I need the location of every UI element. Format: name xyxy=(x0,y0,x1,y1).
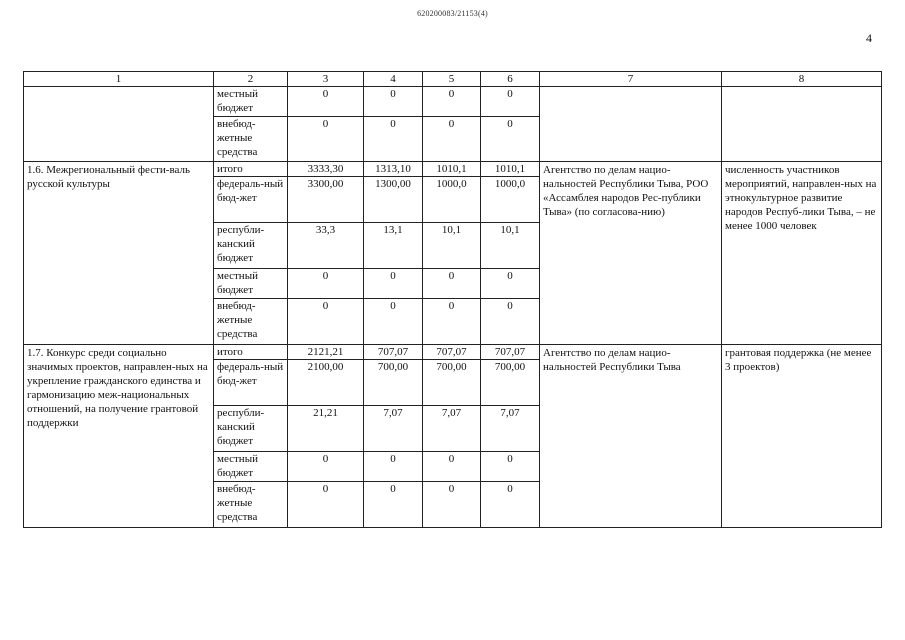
value-cell: 10,1 xyxy=(481,223,540,269)
column-header: 6 xyxy=(481,72,540,87)
value-cell: 7,07 xyxy=(481,406,540,452)
executor-cell: Агентство по делам нацио-нальностей Республики Тыва, РОО «Ассамблея народов Рес-публики Тыва» (по согласова-нию) xyxy=(540,162,722,345)
column-number-row xyxy=(24,72,882,87)
executor-cell xyxy=(540,87,722,162)
column-header: 8 xyxy=(722,72,882,87)
column-header: 1 xyxy=(24,72,214,87)
value-cell: 0 xyxy=(364,117,423,162)
funding-source: местный бюджет xyxy=(214,269,288,299)
value-cell: 1300,00 xyxy=(364,177,423,223)
value-cell: 0 xyxy=(481,482,540,528)
column-header: 2 xyxy=(214,72,288,87)
value-cell: 0 xyxy=(481,452,540,482)
result-cell: грантовая поддержка (не менее 3 проектов) xyxy=(722,345,882,528)
column-header: 3 xyxy=(288,72,364,87)
value-cell: 0 xyxy=(364,299,423,345)
value-cell: 0 xyxy=(423,452,481,482)
value-cell: 0 xyxy=(288,482,364,528)
value-cell: 13,1 xyxy=(364,223,423,269)
value-cell: 1000,0 xyxy=(481,177,540,223)
value-cell: 1010,1 xyxy=(423,162,481,177)
funding-source: федераль-ный бюд-жет xyxy=(214,360,288,406)
funding-source: итого xyxy=(214,162,288,177)
funding-source: внебюд-жетные средства xyxy=(214,299,288,345)
value-cell: 0 xyxy=(423,87,481,117)
funding-source: местный бюджет xyxy=(214,452,288,482)
document-id: 620200083/21153(4) xyxy=(417,9,488,18)
value-cell: 0 xyxy=(288,452,364,482)
funding-source: внебюд-жетные средства xyxy=(214,482,288,528)
page-number: 4 xyxy=(866,31,872,45)
value-cell: 700,00 xyxy=(481,360,540,406)
value-cell: 0 xyxy=(481,299,540,345)
funding-source: внебюд-жетные средства xyxy=(214,117,288,162)
value-cell: 0 xyxy=(481,117,540,162)
column-header: 4 xyxy=(364,72,423,87)
value-cell: 0 xyxy=(423,117,481,162)
value-cell: 0 xyxy=(364,269,423,299)
section-title-cell: 1.6. Межрегиональный фести-валь русской культуры xyxy=(24,162,214,345)
section-title-cell xyxy=(24,87,214,162)
funding-source: республи-канский бюджет xyxy=(214,406,288,452)
table-row xyxy=(24,162,882,177)
value-cell: 0 xyxy=(423,269,481,299)
value-cell: 0 xyxy=(288,269,364,299)
value-cell: 2121,21 xyxy=(288,345,364,360)
result-cell xyxy=(722,87,882,162)
value-cell: 707,07 xyxy=(481,345,540,360)
value-cell: 10,1 xyxy=(423,223,481,269)
value-cell: 0 xyxy=(423,299,481,345)
value-cell: 0 xyxy=(364,482,423,528)
value-cell: 21,21 xyxy=(288,406,364,452)
value-cell: 33,3 xyxy=(288,223,364,269)
executor-cell: Агентство по делам нацио-нальностей Республики Тыва xyxy=(540,345,722,528)
value-cell: 700,00 xyxy=(423,360,481,406)
section-title-cell: 1.7. Конкурс среди социально значимых проектов, направлен-ных на укрепление гражданского единства и гармонизацию меж-национальных отношений, на получение грантовой поддержки xyxy=(24,345,214,528)
result-cell: численность участников мероприятий, направлен-ных на этнокультурное развитие народов Респуб-лики Тыва, – не менее 1000 человек xyxy=(722,162,882,345)
value-cell: 0 xyxy=(288,87,364,117)
budget-table xyxy=(23,71,882,528)
column-header: 7 xyxy=(540,72,722,87)
funding-source: федераль-ный бюд-жет xyxy=(214,177,288,223)
value-cell: 707,07 xyxy=(364,345,423,360)
value-cell: 0 xyxy=(364,87,423,117)
value-cell: 707,07 xyxy=(423,345,481,360)
funding-source: местный бюджет xyxy=(214,87,288,117)
value-cell: 3333,30 xyxy=(288,162,364,177)
value-cell: 1010,1 xyxy=(481,162,540,177)
value-cell: 0 xyxy=(288,117,364,162)
value-cell: 1313,10 xyxy=(364,162,423,177)
table-row xyxy=(24,345,882,360)
value-cell: 0 xyxy=(288,299,364,345)
value-cell: 0 xyxy=(423,482,481,528)
value-cell: 0 xyxy=(481,269,540,299)
column-header: 5 xyxy=(423,72,481,87)
table-row xyxy=(24,87,882,117)
funding-source: итого xyxy=(214,345,288,360)
value-cell: 3300,00 xyxy=(288,177,364,223)
value-cell: 1000,0 xyxy=(423,177,481,223)
value-cell: 0 xyxy=(364,452,423,482)
value-cell: 7,07 xyxy=(364,406,423,452)
value-cell: 2100,00 xyxy=(288,360,364,406)
value-cell: 700,00 xyxy=(364,360,423,406)
value-cell: 7,07 xyxy=(423,406,481,452)
value-cell: 0 xyxy=(481,87,540,117)
funding-source: республи-канский бюджет xyxy=(214,223,288,269)
